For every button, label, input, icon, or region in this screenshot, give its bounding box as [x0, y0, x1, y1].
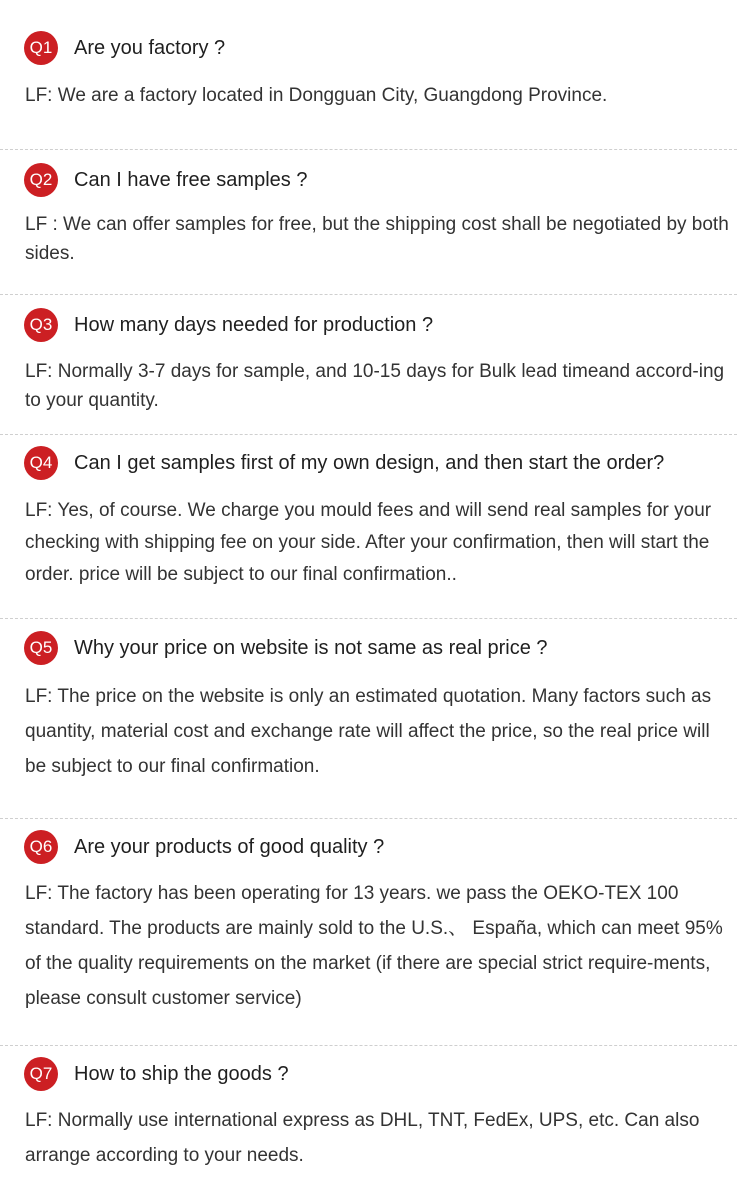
question-text: How many days needed for production ?	[74, 313, 434, 336]
answer-text: LF: The price on the website is only an estimated quotation. Many factors such as quantity, material cost and exchange rate will affect the price, so the real price will be subject to our final confirmation.	[25, 686, 712, 777]
question-text: Are you factory ?	[74, 36, 226, 59]
section-divider	[0, 294, 737, 295]
faq-question-row	[24, 1056, 289, 1092]
answer-text: LF: Normally 3-7 days for sample, and 10-15 days for Bulk lead timeand accord-ing to your quantity.	[25, 361, 725, 411]
question-number-badge: Q7	[24, 1057, 58, 1091]
faq-question-row	[24, 162, 307, 198]
question-number-badge: Q2	[24, 163, 58, 197]
answer-text: LF : We can offer samples for free, but the shipping cost shall be negotiated by both sides.	[25, 214, 729, 264]
question-number-badge: Q3	[24, 308, 58, 342]
question-text: How to ship the goods ?	[74, 1062, 289, 1085]
faq-question-row	[24, 30, 225, 66]
section-divider	[0, 149, 737, 150]
answer-text: LF: We are a factory located in Dongguan City, Guangdong Province.	[25, 85, 608, 106]
question-text: Are your products of good quality ?	[74, 835, 385, 858]
answer-text: LF: The factory has been operating for 13 years. we pass the OEKO-TEX 100 standard. The products are mainly sold to the U.S.、 España, which can meet 95% of the quality requirements on the market (if there are special strict require-ments, please consult customer service)	[25, 883, 723, 1009]
section-divider	[0, 818, 737, 819]
question-number-badge: Q5	[24, 631, 58, 665]
faq-question-row	[24, 307, 433, 343]
question-text: Can I get samples first of my own design, and then start the order?	[74, 451, 665, 474]
answer-text: LF: Yes, of course. We charge you mould fees and will send real samples for your checking with shipping fee on your side. After your confirmation, then will start the order. price will be subject to our final confirmation..	[25, 500, 712, 585]
question-number-badge: Q1	[24, 31, 58, 65]
answer-text: LF: Normally use international express as DHL, TNT, FedEx, UPS, etc. Can also arrange according to your needs.	[25, 1110, 700, 1166]
question-text: Can I have free samples ?	[74, 168, 308, 191]
section-divider	[0, 618, 737, 619]
question-text: Why your price on website is not same as real price ?	[74, 636, 548, 659]
faq-question-row	[24, 445, 664, 481]
question-number-badge: Q6	[24, 830, 58, 864]
question-number-badge: Q4	[24, 446, 58, 480]
section-divider	[0, 1045, 737, 1046]
section-divider	[0, 434, 737, 435]
faq-question-row	[24, 829, 384, 865]
faq-question-row	[24, 630, 548, 666]
